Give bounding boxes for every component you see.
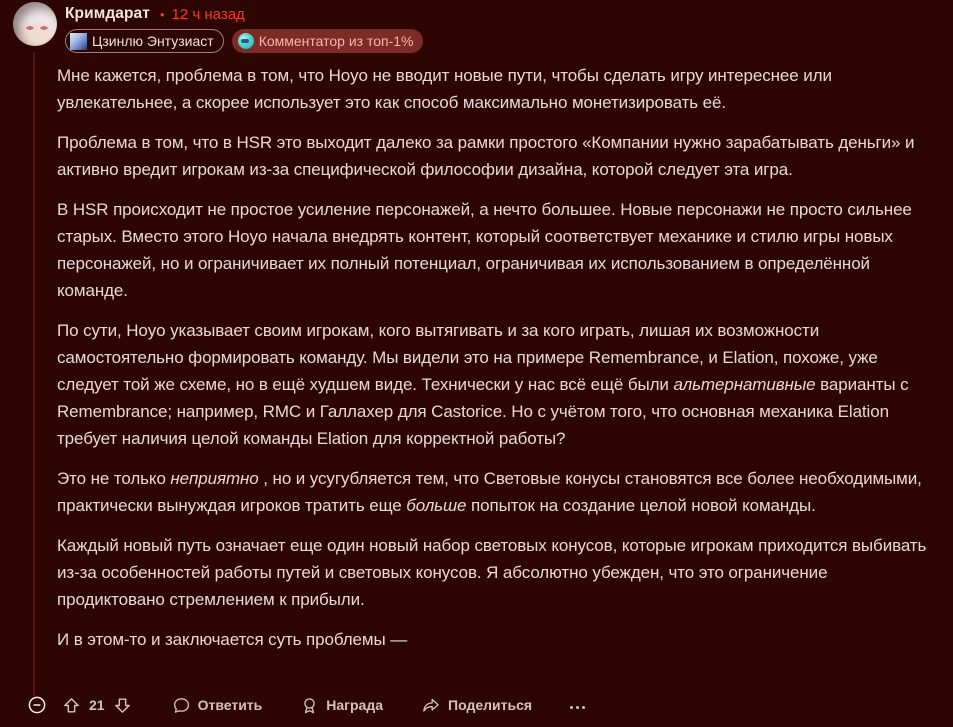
username[interactable]: Кримдарат bbox=[65, 5, 150, 22]
share-button[interactable] bbox=[421, 696, 532, 715]
share-label: Поделиться bbox=[448, 697, 533, 713]
flair-top-commenter[interactable] bbox=[232, 29, 423, 53]
more-options-button[interactable] bbox=[570, 702, 585, 709]
flair-label: Комментатор из топ-1% bbox=[258, 33, 414, 49]
award-button[interactable] bbox=[300, 696, 383, 715]
dot-icon bbox=[582, 706, 585, 709]
comment-paragraph: В HSR происходит не простое усиление персонажей, а нечто большее. Новые персонажи не просто сильнее старых. Вместо этого Hoyo начала внедрять контент, который соответствует механике и стилю игры новых персонажей, но и ограничивает их полный потенциал, ограничивая их использованием в определённой команде. bbox=[57, 200, 912, 300]
upvote-button[interactable] bbox=[62, 696, 81, 715]
comment-paragraph: Проблема в том, что в HSR это выходит далеко за рамки простого «Компании нужно зарабатывать деньги» и активно вредит игрокам из-за специфической философии дизайна, которой следует эта игра. bbox=[57, 133, 915, 179]
comment-paragraph: И в этом-то и заключается суть проблемы — bbox=[57, 630, 408, 649]
award-ribbon-icon bbox=[300, 696, 319, 715]
upvote-arrow-icon bbox=[62, 696, 81, 715]
dot-icon bbox=[570, 706, 573, 709]
comment-paragraph: Каждый новый путь означает еще один новый набор световых конусов, которые игрокам приходится выбивать из-за особенностей работы путей и световых конусов. Я абсолютно убежден, что это ограничение продиктовано стремлением к прибыли. bbox=[57, 536, 927, 609]
vote-count: 21 bbox=[89, 697, 105, 713]
reply-label: Ответить bbox=[197, 697, 263, 713]
comment-header bbox=[65, 5, 423, 53]
minus-circle-icon bbox=[27, 695, 47, 715]
flair-label: Цзинлю Энтузиаст bbox=[92, 33, 214, 49]
comment-body-text bbox=[57, 62, 937, 653]
reply-button[interactable] bbox=[172, 696, 263, 715]
top-commenter-bubble-icon bbox=[238, 33, 254, 49]
comment-action-bar bbox=[27, 691, 585, 719]
comment-bubble-icon bbox=[172, 696, 191, 715]
share-arrow-icon bbox=[421, 696, 441, 715]
dot-icon bbox=[576, 706, 579, 709]
collapse-comment-button[interactable] bbox=[27, 695, 47, 715]
timestamp: 12 ч назад bbox=[171, 5, 245, 23]
comment-paragraph: Мне кажется, проблема в том, что Hoyo не вводит новые пути, чтобы сделать игру интереснее или увлекательнее, а скорее использует это как способ максимально монетизировать её. bbox=[57, 66, 832, 112]
flair-jingliu-enthusiast[interactable] bbox=[65, 29, 224, 53]
downvote-arrow-icon bbox=[113, 696, 132, 715]
flair-row bbox=[65, 29, 423, 53]
vote-group bbox=[62, 696, 132, 715]
comment-paragraph: По сути, Hoyo указывает своим игрокам, кого вытягивать и за кого играть, лишая их возможности самостоятельно формировать команду. Мы видели это на примере Remembrance, и Elation, похоже, уже следует той же схеме, но в ещё худшем виде. Технически у нас всё ещё были альтернативные варианты с Remembrance; например, RMC и Галлахер для Castorice. Но с учётом того, что основная механика Elation требует наличия целой команды Elation для корректной работы? bbox=[57, 321, 909, 448]
comment-thread-line bbox=[33, 52, 35, 696]
downvote-button[interactable] bbox=[113, 696, 132, 715]
comment-paragraph: Это не только неприятно , но и усугубляется тем, что Световые конусы становятся все более необходимыми, практически вынуждая игроков тратить еще больше попыток на создание целой новой команды. bbox=[57, 469, 922, 515]
separator-dot: • bbox=[159, 6, 165, 22]
award-label: Награда bbox=[326, 697, 384, 713]
user-avatar[interactable] bbox=[13, 2, 57, 46]
jingliu-avatar-image bbox=[70, 33, 87, 50]
